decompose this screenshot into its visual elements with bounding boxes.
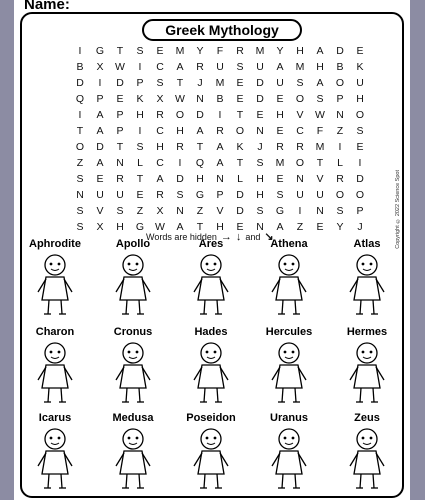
character-name: Icarus <box>38 412 72 424</box>
grid-letter: S <box>76 221 84 233</box>
grid-letter: S <box>116 205 124 217</box>
character-drawing-icon <box>266 426 312 492</box>
grid-letter: M <box>175 45 185 57</box>
page-title: Greek Mythology <box>142 19 302 41</box>
grid-letter: R <box>196 61 204 73</box>
grid-letter: H <box>156 141 164 153</box>
grid-letter: H <box>176 125 184 137</box>
grid-letter: F <box>316 125 324 137</box>
character-card <box>328 238 406 320</box>
character-name: Poseidon <box>186 412 236 424</box>
character-card <box>94 412 172 494</box>
grid-letter: H <box>276 109 284 121</box>
character-drawing-icon <box>32 252 78 318</box>
grid-letter: S <box>76 173 84 185</box>
grid-letter: X <box>96 61 104 73</box>
character-card <box>16 326 94 408</box>
grid-letter: D <box>256 77 264 89</box>
grid-letter: O <box>295 93 305 105</box>
grid-letter: I <box>78 109 82 121</box>
grid-letter: Q <box>195 157 205 169</box>
grid-letter: O <box>75 141 85 153</box>
character-card <box>328 326 406 408</box>
grid-letter: X <box>96 221 104 233</box>
grid-letter: H <box>256 173 264 185</box>
grid-letter: V <box>96 205 104 217</box>
character-card <box>172 238 250 320</box>
grid-letter: K <box>236 141 244 153</box>
grid-letter: R <box>156 189 164 201</box>
grid-letter: C <box>296 125 304 137</box>
grid-letter: T <box>236 157 244 169</box>
grid-letter: H <box>316 61 324 73</box>
word-search-grid <box>70 43 370 235</box>
grid-letter: G <box>95 45 105 57</box>
grid-letter: R <box>336 173 344 185</box>
character-name: Hercules <box>265 326 313 338</box>
grid-letter: R <box>156 109 164 121</box>
grid-letter: G <box>135 221 145 233</box>
grid-letter: E <box>136 189 144 201</box>
character-drawing-icon <box>344 340 390 406</box>
grid-letter: E <box>356 141 364 153</box>
character-card <box>328 412 406 494</box>
grid-letter: W <box>155 221 165 233</box>
grid-letter: C <box>156 157 164 169</box>
grid-letter: Y <box>336 221 344 233</box>
grid-letter: H <box>196 173 204 185</box>
grid-letter: N <box>76 189 84 201</box>
grid-letter: I <box>138 61 142 73</box>
grid-letter: S <box>356 125 364 137</box>
grid-letter: Z <box>336 125 344 137</box>
grid-letter: U <box>256 61 264 73</box>
grid-letter: O <box>355 109 365 121</box>
character-name: Hermes <box>346 326 388 338</box>
character-name: Zeus <box>354 412 380 424</box>
grid-letter: N <box>256 125 264 137</box>
character-drawing-icon <box>32 426 78 492</box>
grid-letter: O <box>235 125 245 137</box>
grid-letter: L <box>337 157 343 169</box>
grid-letter: T <box>196 141 204 153</box>
grid-letter: H <box>256 189 264 201</box>
grid-letter: D <box>196 109 204 121</box>
grid-letter: W <box>315 109 325 121</box>
worksheet <box>14 0 410 500</box>
grid-letter: U <box>276 77 284 89</box>
grid-letter: S <box>276 189 284 201</box>
grid-letter: M <box>215 77 225 89</box>
grid-letter: U <box>356 77 364 89</box>
grid-letter: I <box>338 141 342 153</box>
grid-letter: E <box>356 45 364 57</box>
grid-letter: O <box>175 109 185 121</box>
grid-letter: E <box>236 77 244 89</box>
down-arrow-icon: ↓ <box>235 230 242 243</box>
character-card <box>16 412 94 494</box>
grid-letter: S <box>76 205 84 217</box>
character-card <box>94 326 172 408</box>
grid-letter: S <box>316 93 324 105</box>
grid-letter: P <box>336 93 344 105</box>
diagonal-arrow-icon: ↘ <box>264 230 274 243</box>
grid-letter: U <box>116 189 124 201</box>
grid-letter: E <box>276 173 284 185</box>
grid-letter: A <box>196 125 204 137</box>
grid-letter: E <box>236 221 244 233</box>
grid-letter: I <box>178 157 182 169</box>
grid-letter: P <box>116 109 124 121</box>
character-name: Athena <box>270 238 308 250</box>
grid-letter: T <box>136 173 144 185</box>
grid-letter: N <box>336 109 344 121</box>
grid-letter: M <box>255 45 265 57</box>
grid-letter: D <box>336 45 344 57</box>
grid-letter: R <box>216 125 224 137</box>
grid-letter: W <box>175 93 185 105</box>
grid-letter: L <box>137 157 143 169</box>
character-card <box>172 412 250 494</box>
grid-letter: R <box>276 141 284 153</box>
character-drawing-icon <box>188 340 234 406</box>
grid-letter: V <box>296 109 304 121</box>
grid-letter: E <box>116 93 124 105</box>
grid-letter: N <box>316 205 324 217</box>
character-name: Aphrodite <box>29 238 81 250</box>
grid-letter: J <box>197 77 203 89</box>
grid-letter: D <box>236 205 244 217</box>
grid-letter: E <box>316 221 324 233</box>
grid-letter: H <box>296 45 304 57</box>
grid-letter: I <box>98 77 102 89</box>
grid-letter: A <box>176 221 184 233</box>
grid-letter: Y <box>196 45 204 57</box>
grid-letter: M <box>315 141 325 153</box>
grid-letter: B <box>336 61 344 73</box>
grid-letter: H <box>216 221 224 233</box>
grid-letter: H <box>356 93 364 105</box>
grid-letter: P <box>116 125 124 137</box>
grid-letter: M <box>295 61 305 73</box>
grid-letter: I <box>358 157 362 169</box>
hint-text: Words are hidden <box>146 232 217 242</box>
character-name: Ares <box>198 238 224 250</box>
grid-letter: X <box>156 205 164 217</box>
character-card <box>250 412 328 494</box>
grid-letter: I <box>78 45 82 57</box>
grid-letter: D <box>236 189 244 201</box>
grid-letter: N <box>196 93 204 105</box>
grid-letter: P <box>136 77 144 89</box>
grid-letter: I <box>138 125 142 137</box>
grid-letter: N <box>256 221 264 233</box>
grid-letter: V <box>216 205 224 217</box>
grid-letter: I <box>298 205 302 217</box>
grid-letter: U <box>216 61 224 73</box>
grid-letter: H <box>136 109 144 121</box>
grid-letter: Z <box>196 205 204 217</box>
grid-letter: N <box>116 157 124 169</box>
character-drawing-icon <box>266 340 312 406</box>
grid-letter: D <box>256 93 264 105</box>
grid-letter: D <box>76 77 84 89</box>
grid-letter: S <box>236 61 244 73</box>
grid-letter: T <box>116 45 124 57</box>
grid-letter: A <box>96 125 104 137</box>
grid-letter: W <box>115 61 125 73</box>
grid-letter: T <box>236 109 244 121</box>
character-drawing-icon <box>266 252 312 318</box>
character-drawing-icon <box>344 252 390 318</box>
grid-letter: S <box>136 45 144 57</box>
grid-letter: A <box>276 221 284 233</box>
character-name: Medusa <box>112 412 154 424</box>
character-card <box>94 238 172 320</box>
grid-letter: D <box>116 77 124 89</box>
grid-letter: R <box>236 45 244 57</box>
grid-letter: Z <box>76 157 84 169</box>
grid-letter: E <box>236 93 244 105</box>
grid-letter: S <box>136 141 144 153</box>
grid-letter: N <box>216 173 224 185</box>
grid-letter: A <box>96 157 104 169</box>
character-drawing-icon <box>344 426 390 492</box>
character-drawing-icon <box>188 426 234 492</box>
grid-letter: T <box>316 157 324 169</box>
grid-letter: B <box>216 93 224 105</box>
grid-letter: Y <box>276 45 284 57</box>
grid-letter: C <box>156 125 164 137</box>
grid-letter: A <box>176 61 184 73</box>
grid-letter: B <box>76 61 84 73</box>
grid-letter: C <box>156 61 164 73</box>
grid-letter: A <box>156 173 164 185</box>
grid-letter: E <box>156 45 164 57</box>
grid-letter: A <box>96 109 104 121</box>
grid-letter: N <box>296 173 304 185</box>
character-drawing-icon <box>110 252 156 318</box>
character-name: Uranus <box>270 412 308 424</box>
grid-letter: J <box>357 221 363 233</box>
grid-letter: O <box>295 157 305 169</box>
grid-letter: Z <box>296 221 304 233</box>
grid-letter: J <box>257 141 263 153</box>
grid-letter: S <box>256 157 264 169</box>
character-name: Atlas <box>353 238 381 250</box>
grid-letter: N <box>176 205 184 217</box>
grid-letter: H <box>116 221 124 233</box>
grid-letter: E <box>276 93 284 105</box>
grid-letter: A <box>316 77 324 89</box>
grid-letter: Z <box>136 205 144 217</box>
grid-letter: E <box>276 125 284 137</box>
grid-letter: P <box>356 205 364 217</box>
grid-letter: U <box>96 189 104 201</box>
grid-letter: X <box>156 93 164 105</box>
grid-letter: S <box>176 189 184 201</box>
grid-letter: U <box>296 189 304 201</box>
grid-letter: F <box>216 45 224 57</box>
grid-letter: R <box>116 173 124 185</box>
grid-letter: E <box>96 173 104 185</box>
grid-letter: M <box>275 157 285 169</box>
character-drawing-icon <box>32 340 78 406</box>
grid-letter: R <box>176 141 184 153</box>
grid-letter: Q <box>75 93 85 105</box>
grid-letter: I <box>218 109 222 121</box>
character-drawing-icon <box>188 252 234 318</box>
grid-letter: D <box>356 173 364 185</box>
grid-letter: U <box>316 189 324 201</box>
character-name: Apollo <box>115 238 151 250</box>
grid-letter: D <box>96 141 104 153</box>
grid-letter: T <box>76 125 84 137</box>
grid-letter: O <box>355 189 365 201</box>
copyright-text: Copyright © 2022 Science Spot <box>395 170 401 249</box>
grid-letter: V <box>316 173 324 185</box>
character-drawing-icon <box>110 426 156 492</box>
hint-and: and <box>245 232 261 242</box>
grid-letter: A <box>316 45 324 57</box>
grid-letter: S <box>156 77 164 89</box>
name-label: Name: <box>24 0 70 13</box>
grid-letter: R <box>296 141 304 153</box>
grid-letter: G <box>275 205 285 217</box>
grid-letter: D <box>176 173 184 185</box>
grid-letter: T <box>116 141 124 153</box>
character-name: Hades <box>194 326 228 338</box>
grid-letter: A <box>276 61 284 73</box>
character-name: Charon <box>35 326 75 338</box>
grid-letter: P <box>216 189 224 201</box>
right-arrow-icon: → <box>220 230 232 243</box>
grid-letter: K <box>356 61 364 73</box>
character-card <box>16 238 94 320</box>
grid-letter: K <box>136 93 144 105</box>
grid-letter: O <box>335 189 345 201</box>
grid-letter: T <box>196 221 204 233</box>
character-name: Cronus <box>113 326 153 338</box>
character-card <box>250 238 328 320</box>
grid-letter: A <box>216 141 224 153</box>
grid-letter: S <box>256 205 264 217</box>
grid-letter: T <box>176 77 184 89</box>
character-card <box>250 326 328 408</box>
character-drawing-icon <box>110 340 156 406</box>
character-card <box>172 326 250 408</box>
grid-letter: G <box>195 189 205 201</box>
grid-letter: S <box>336 205 344 217</box>
grid-letter: O <box>335 77 345 89</box>
grid-letter: S <box>296 77 304 89</box>
grid-letter: L <box>237 173 243 185</box>
grid-letter: P <box>96 93 104 105</box>
grid-letter: E <box>256 109 264 121</box>
grid-letter: A <box>216 157 224 169</box>
